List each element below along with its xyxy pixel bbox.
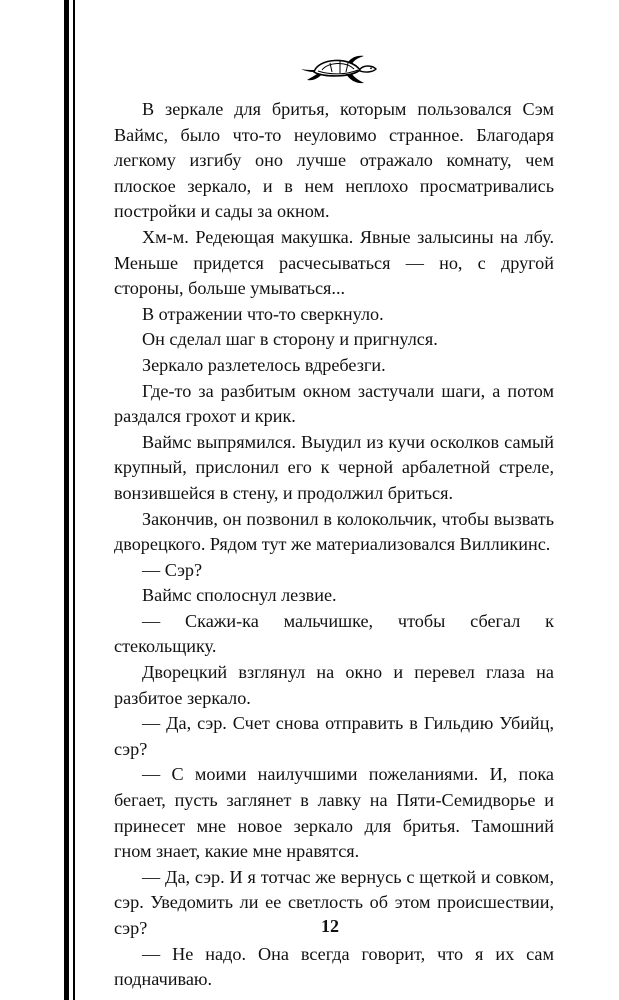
turtle-icon [298,50,380,90]
paragraph: — Да, сэр. И я тотчас же вернусь с щеткой и совком, сэр. Уведомить ли ее светлость об этом происшествии, сэр? [114,866,554,938]
paragraph: — Сэр? [142,559,203,580]
paragraph: Он сделал шаг в сторону и пригнулся. [142,329,438,350]
paragraph: — С моими наилучшими пожеланиями. И, пока бегает, пусть заглянет в лавку на Пяти-Семидворье и принесет мне новое зеркало для бритья. Тамошний гном знает, какие мне нравятся. [114,764,554,862]
paragraph: Ваймс выпрямился. Выудил из кучи осколков самый крупный, прислонил его к черной арбалетной стреле, вонзившейся в стену, и продолжил бриться. [114,431,554,503]
paragraph: Ваймс сполоснул лезвие. [142,585,337,606]
margin-rule-thick [64,0,69,1000]
paragraph: Зеркало разлетелось вдребезги. [142,354,386,375]
paragraph: — Не надо. Она всегда говорит, что я их сам подначиваю. [114,943,554,990]
paragraph: — Да, сэр. Счет снова отправить в Гильдию Убийц, сэр? [114,713,554,759]
paragraph: В зеркале для бритья, которым пользовался Сэм Ваймс, было что-то неуловимо странное. Благодаря легкому изгибу оно лучше отражало комнату, чем плоское зеркало, и в нем неплохо просматривались постройки и сады за окном. [114,99,554,222]
paragraph: Закончив, он позвонил в колокольчик, чтобы вызвать дворецкого. Рядом тут же материализовался Вилликинс. [114,508,554,555]
body-text [114,97,554,993]
paragraph: Хм-м. Редеющая макушка. Явные залысины на лбу. Меньше придется расчесываться — но, с другой стороны, больше умываться... [114,226,554,299]
margin-rule-thin [73,0,75,1000]
paragraph: В отражении что-то сверкнуло. [142,303,384,324]
paragraph: Где-то за разбитым окном застучали шаги, а потом раздался грохот и крик. [114,380,554,427]
paragraph: — Скажи-ка мальчишке, чтобы сбегал к стекольщику. [114,610,554,657]
paragraph: Дворецкий взглянул на окно и перевел глаза на разбитое зеркало. [114,662,554,708]
page-number: 12 [321,916,339,936]
